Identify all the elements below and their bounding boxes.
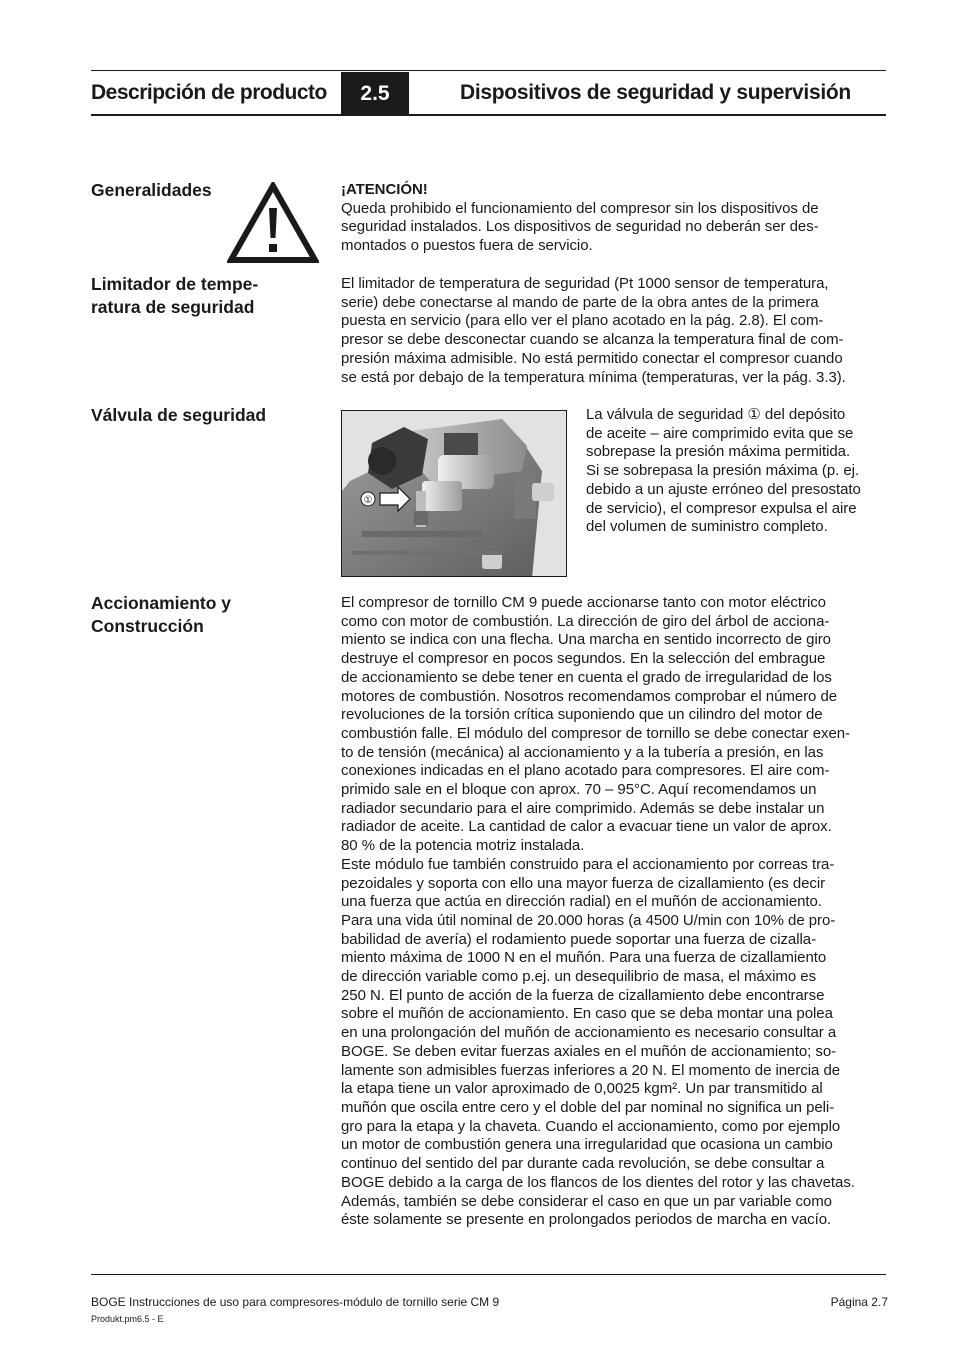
valve-line: de servicio), el compresor expulsa el aire — [586, 499, 857, 517]
heading-line: Construcción — [91, 616, 204, 636]
footer-document-title: BOGE Instrucciones de uso para compresores-módulo de tornillo serie CM 9 — [91, 1295, 500, 1309]
section-title: Dispositivos de seguridad y supervisión — [460, 81, 851, 104]
drive-line: muñón que oscila entre cero y el doble del par nominal no significa un peli- — [341, 1098, 835, 1116]
drive-line: radiador secundario para el aire comprimido. Además se debe instalar un — [341, 799, 825, 817]
drive-line: gro para la etapa y la chaveta. Cuando el accionamiento, como por ejemplo — [341, 1117, 841, 1135]
heading-line: Accionamiento y — [91, 593, 232, 613]
general-text — [341, 181, 891, 256]
temp-line: puesta en servicio (para ello ver el plano acotado en la pág. 2.8). El com- — [341, 312, 824, 330]
footer-file-name: Produkt.pm6.5 - E — [91, 1314, 164, 1324]
drive-line: to de tensión (mecánica) al accionamiento y a la tubería a presión, en las — [341, 743, 824, 761]
temp-line: se está por debajo de la temperatura mínima (temperaturas, ver la pág. 3.3). — [341, 368, 846, 386]
heading-safety-valve: Válvula de seguridad — [91, 405, 267, 425]
valve-line: Si se sobrepasa la presión máxima (p. ej. — [586, 462, 860, 480]
drive-line: BOGE debido a la carga de los flancos de los dientes del rotor y las chavetas. — [341, 1173, 855, 1191]
drive-line: una fuerza que actúa en dirección radial) en el muñón de accionamiento. — [341, 893, 822, 911]
drive-line: miento máxima de 1000 N en el muñón. Para una fuerza de cizallamiento — [341, 949, 827, 967]
header-top-rule — [91, 70, 886, 71]
valve-line: La válvula de seguridad ① del depósito — [586, 406, 846, 423]
drive-line: destruye el compresor en pocos segundos. En la selección del embrague — [341, 650, 826, 668]
compressor-photo — [341, 410, 567, 577]
temp-line: presión máxima admisible. No está permitido conectar el compresor cuando — [341, 349, 843, 367]
drive-line: en una prolongación del muñón de accionamiento es necesario consultar a — [341, 1024, 837, 1042]
drive-line: Este módulo fue también construido para el accionamiento por correas tra- — [341, 855, 835, 873]
drive-line: continuo del sentido del par durante cada revolución, se debe consultar a — [341, 1155, 825, 1173]
section-number: 2.5 — [341, 72, 409, 115]
drive-line: como con motor de combustión. La dirección de giro del árbol de acciona- — [341, 612, 830, 630]
drive-line: Además, también se debe considerar el caso en que un par variable como — [341, 1192, 832, 1210]
general-line: seguridad instalados. Los dispositivos de seguridad no deberán ser des- — [341, 218, 819, 236]
heading-drive-construction — [91, 592, 231, 638]
drive-line: miento se indica con una flecha. Una marcha en sentido incorrecto de giro — [341, 631, 831, 649]
header-bottom-rule — [91, 114, 886, 116]
footer-page-number: Página 2.7 — [830, 1295, 888, 1309]
drive-line: revoluciones de la torsión crítica suponiendo que un cilindro del motor de — [341, 706, 823, 724]
drive-line: radiador de aceite. La cantidad de calor a evacuar tiene un valor de aprox. — [341, 818, 832, 836]
drive-line: conexiones indicadas en el plano acotado para compresores. El aire com- — [341, 762, 830, 780]
general-line: montados o puestos fuera de servicio. — [341, 237, 593, 255]
heading-general: Generalidades — [91, 180, 212, 200]
temp-line: El limitador de temperatura de seguridad (Pt 1000 sensor de temperatura, — [341, 275, 829, 292]
heading-line: Limitador de tempe- — [91, 274, 259, 294]
compressor-illustration — [342, 411, 567, 577]
heading-temp-limiter — [91, 273, 258, 319]
drive-line: sobre el muñón de accionamiento. En caso que se deba montar una polea — [341, 1005, 833, 1023]
drive-text — [341, 594, 891, 1230]
drive-line: 250 N. El punto de acción de la fuerza de cizallamiento debe encontrarse — [341, 986, 825, 1004]
drive-line: 80 % de la potencia motriz instalada. — [341, 837, 585, 855]
callout-number: ① — [363, 495, 373, 506]
temp-limiter-text — [341, 275, 891, 387]
temp-line: presor se debe desconectar cuando se alcanza la temperatura final de com- — [341, 331, 844, 349]
drive-line: Para una vida útil nominal de 20.000 horas (a 4500 U/min con 10% de pro- — [341, 911, 836, 929]
general-line: Queda prohibido el funcionamiento del compresor sin los dispositivos de — [341, 199, 819, 217]
footer-rule — [91, 1274, 886, 1275]
drive-line: combustión falle. El módulo del compresor de tornillo se debe conectar exen- — [341, 724, 850, 742]
valve-line: debido a un ajuste erróneo del presostato — [586, 480, 861, 498]
drive-line: de dirección variable como p.ej. un desequilibrio de masa, el máximo es — [341, 968, 817, 986]
warning-triangle-icon — [227, 182, 319, 264]
drive-line: primido sale en el bloque con aprox. 70 – 95°C. Aquí recomendamos un — [341, 781, 817, 799]
drive-line: de accionamiento se debe tener en cuenta el grado de irregularidad de los — [341, 668, 832, 686]
drive-line: motores de combustión. Nosotros recomendamos comprobar el número de — [341, 687, 838, 705]
chapter-title: Descripción de producto — [91, 81, 327, 104]
drive-line: BOGE. Se deben evitar fuerzas axiales en el muñón de accionamiento; so- — [341, 1042, 837, 1060]
valve-line: de aceite – aire comprimido evita que se — [586, 424, 854, 442]
drive-line: El compresor de tornillo CM 9 puede accionarse tanto con motor eléctrico — [341, 594, 826, 611]
drive-line: pezoidales y soporta con ello una mayor fuerza de cizallamiento (es decir — [341, 874, 826, 892]
drive-line: éste solamente se presente en prolongados periodos de marcha en vacío. — [341, 1211, 832, 1229]
heading-line: ratura de seguridad — [91, 297, 255, 317]
drive-line: la etapa tiene un valor aproximado de 0,0025 kgm². Un par transmitido al — [341, 1080, 823, 1098]
drive-line: un motor de combustión genera una irregularidad que ocasiona un cambio — [341, 1136, 833, 1154]
safety-valve-text — [586, 406, 891, 537]
drive-line: babilidad de avería) el rodamiento puede soportar una fuerza de cizalla- — [341, 930, 817, 948]
valve-line: del volumen de suministro completo. — [586, 518, 828, 536]
valve-line: sobrepase la presión máxima permitida. — [586, 443, 851, 461]
drive-line: lamente son admisibles fuerzas inferiores a 20 N. El momento de inercia de — [341, 1061, 841, 1079]
attention-label: ¡ATENCIÓN! — [341, 181, 428, 198]
temp-line: serie) debe conectarse al mando de parte de la obra antes de la primera — [341, 293, 819, 311]
